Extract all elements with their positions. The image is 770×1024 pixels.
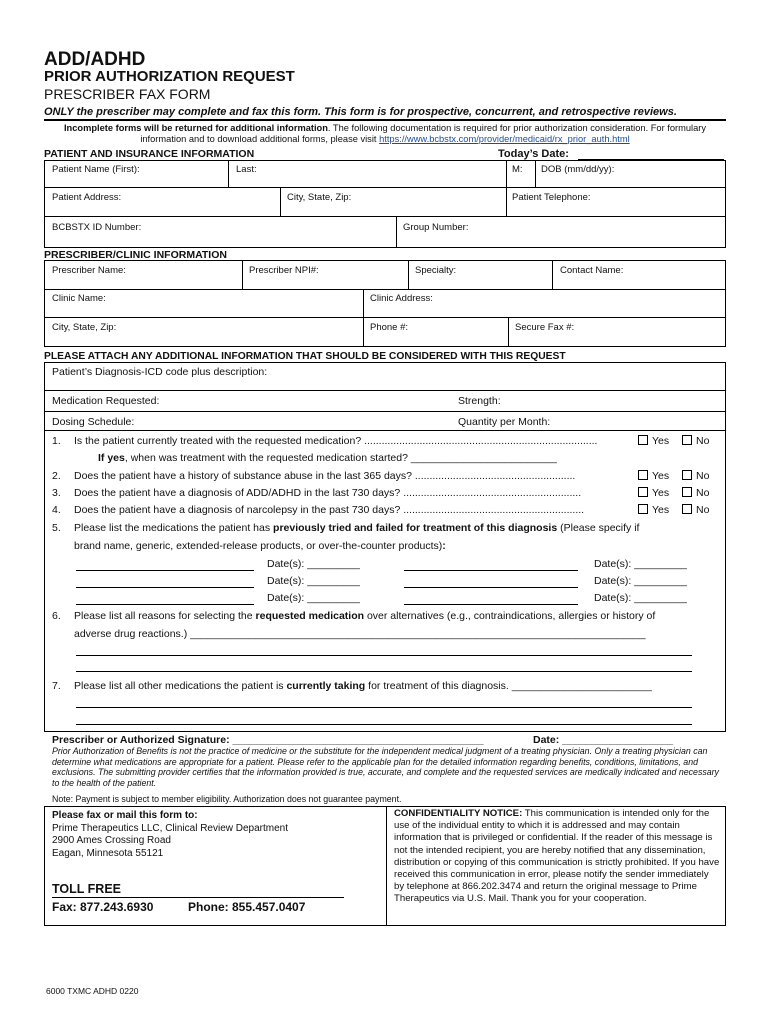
specialty-field[interactable]: Specialty: — [415, 265, 457, 276]
formulary-link[interactable]: https://www.bcbstx.com/provider/medicaid/rx_prior_auth.html — [379, 134, 630, 144]
no-label: No — [696, 470, 710, 482]
patient-section-title: PATIENT AND INSURANCE INFORMATION — [44, 148, 255, 160]
q5-b: (Please specify if — [557, 522, 640, 534]
medication-requested-field[interactable]: Medication Requested: — [52, 395, 160, 407]
confidentiality-notice — [394, 808, 720, 906]
q4-number: 4. — [52, 504, 61, 516]
q5-line2-text: brand name, generic, extended-release products, or over-the-counter products) — [74, 540, 443, 552]
strength-field[interactable]: Strength: — [458, 395, 501, 407]
patient-middle-initial-field[interactable]: M: — [512, 164, 523, 175]
patient-last-name-field[interactable]: Last: — [236, 164, 257, 175]
incomplete-forms-notice — [44, 123, 726, 145]
form-subtitle: PRIOR AUTHORIZATION REQUEST — [44, 68, 295, 85]
yes-label: Yes — [652, 504, 670, 516]
q6-line2[interactable]: adverse drug reactions.) ______________________________________________________________________________ — [74, 628, 646, 640]
additional-info-box — [44, 362, 726, 732]
disclaimer-text: Prior Authorization of Benefits is not the practice of medicine or the substitute for the independent medical judgment of a treating physician. Only a treating physician can determine what medications are appropriate for a patient. Please refer to the applicable plan for the detailed information regarding benefits, conditions, limitations, and exclusions. The submitting provider certifies that the information provided is true, accurate, and complete and the requested services are medically indicated and necessary to the health of the patient. — [52, 746, 719, 789]
prescriber-section-title: PRESCRIBER/CLINIC INFORMATION — [44, 249, 227, 261]
toll-free-rule — [52, 897, 344, 898]
yes-label: Yes — [652, 470, 670, 482]
q5-colon: : — [442, 540, 446, 552]
patient-city-state-zip-field[interactable]: City, State, Zip: — [287, 192, 352, 203]
diagnosis-field[interactable]: Patient’s Diagnosis-ICD code plus description: — [52, 366, 268, 378]
q6-number: 6. — [52, 610, 61, 622]
patient-dob-field[interactable]: DOB (mm/dd/yy): — [541, 164, 615, 175]
signature-date-field[interactable]: Date: ___________________ — [533, 734, 674, 746]
q3-number: 3. — [52, 487, 61, 499]
quantity-per-month-field[interactable]: Quantity per Month: — [458, 416, 551, 428]
clinic-address-field[interactable]: Clinic Address: — [370, 293, 433, 304]
q1-number: 1. — [52, 435, 61, 447]
mail-title: Please fax or mail this form to: — [52, 810, 198, 821]
yes-label: Yes — [652, 435, 670, 447]
q5-dates[interactable]: Date(s): _________ — [594, 558, 687, 570]
q2-number: 2. — [52, 470, 61, 482]
group-number-field[interactable]: Group Number: — [403, 222, 469, 233]
mail-line2: 2900 Ames Crossing Road — [52, 835, 171, 846]
q2-text: Does the patient have a history of substance abuse in the last 365 days? ....................................................... — [74, 470, 576, 482]
q5-dates[interactable]: Date(s): _________ — [594, 592, 687, 604]
q6-b: over alternatives (e.g., contraindications, allergies or history of — [364, 610, 656, 622]
toll-free-label: TOLL FREE — [52, 882, 121, 896]
incomplete-bold: Incomplete forms will be returned for additional information — [63, 123, 328, 133]
clinic-city-state-zip-field[interactable]: City, State, Zip: — [52, 322, 117, 333]
prescriber-npi-field[interactable]: Prescriber NPI#: — [249, 265, 319, 276]
q6-bold: requested medication — [255, 610, 365, 622]
phone-number: Phone: 855.457.0407 — [188, 900, 306, 914]
q3-text: Does the patient have a diagnosis of ADD/ADHD in the last 730 days? ............................................................. — [74, 487, 582, 499]
prescriber-name-field[interactable]: Prescriber Name: — [52, 265, 126, 276]
q1-text: Is the patient currently treated with the requested medication? ................................................................................ — [74, 435, 598, 447]
fax-number: Fax: 877.243.6930 — [52, 900, 154, 914]
confidentiality-title: CONFIDENTIALITY NOTICE: — [394, 808, 523, 819]
yes-label: Yes — [652, 487, 670, 499]
no-label: No — [696, 435, 710, 447]
patient-telephone-field[interactable]: Patient Telephone: — [512, 192, 591, 203]
payment-note: Note: Payment is subject to member eligibility. Authorization does not guarantee payment. — [52, 794, 402, 804]
mail-line3: Eagan, Minnesota 55121 — [52, 847, 164, 859]
mail-line1: Prime Therapeutics LLC, Clinical Review Department — [52, 822, 289, 834]
q7-a: Please list all other medications the patient is — [74, 680, 287, 692]
patient-info-box — [44, 160, 726, 248]
clinic-name-field[interactable]: Clinic Name: — [52, 293, 106, 304]
mail-info — [52, 810, 288, 860]
q7-b: for treatment of this diagnosis. ________________________ — [365, 680, 652, 692]
dosing-schedule-field[interactable]: Dosing Schedule: — [52, 416, 135, 428]
contact-name-field[interactable]: Contact Name: — [560, 265, 624, 276]
q5-bold: previously tried and failed for treatment of this diagnosis — [273, 522, 558, 534]
bcbstx-id-field[interactable]: BCBSTX ID Number: — [52, 222, 142, 233]
q6-a: Please list all reasons for selecting the — [74, 610, 256, 622]
signature-field[interactable]: Prescriber or Authorized Signature: ___________________________________________ — [52, 734, 484, 746]
form-title: ADD/ADHD — [44, 49, 146, 70]
q5-dates[interactable]: Date(s): _________ — [267, 558, 360, 570]
q5-number: 5. — [52, 522, 61, 534]
header-divider — [44, 119, 726, 121]
q7-number: 7. — [52, 680, 61, 692]
no-label: No — [696, 504, 710, 516]
secure-fax-field[interactable]: Secure Fax #: — [515, 322, 575, 333]
confidentiality-text: This communication is intended only for the use of the individual entity to which it is addressed and may contain information that is privileged or confidential. If the reader of this message is not the intended recipient, you are hereby notified that any dissemination, distribution or copying of this communication is strictly prohibited. If you have received this communication in error, please notify the sender immediately by telephone at 866.202.3474 and return the original message to Prime Therapeutics via U.S. Mail. Thank you for your cooperation. — [394, 808, 720, 905]
clinic-phone-field[interactable]: Phone #: — [370, 322, 409, 333]
q7-bold: currently taking — [286, 680, 366, 692]
q5-dates[interactable]: Date(s): _________ — [267, 575, 360, 587]
additional-info-title: PLEASE ATTACH ANY ADDITIONAL INFORMATION THAT SHOULD BE CONSIDERED WITH THIS REQUEST — [44, 351, 566, 362]
q5-a: Please list the medications the patient has — [74, 522, 274, 534]
incomplete-text: . The following documentation is required for prior authorization consideration. For formulary information and to download additional forms, please visit — [140, 123, 707, 144]
prescriber-only-notice: ONLY the prescriber may complete and fax this form. This form is for prospective, concurrent, and retrospective reviews. — [44, 106, 677, 118]
q5-dates[interactable]: Date(s): _________ — [267, 592, 360, 604]
q1-if-text: , when was treatment with the requested medication started? _________________________ — [124, 452, 557, 464]
form-code: 6000 TXMC ADHD 0220 — [46, 986, 139, 996]
patient-address-field[interactable]: Patient Address: — [52, 192, 122, 203]
form-type: PRESCRIBER FAX FORM — [44, 86, 211, 102]
q1-if-yes: If yes — [98, 452, 125, 464]
no-label: No — [696, 487, 710, 499]
todays-date-label: Today’s Date: — [498, 148, 569, 160]
patient-first-name-field[interactable]: Patient Name (First): — [52, 164, 140, 175]
q4-text: Does the patient have a diagnosis of narcolepsy in the past 730 days? .............................................................. — [74, 504, 585, 516]
q5-dates[interactable]: Date(s): _________ — [594, 575, 687, 587]
